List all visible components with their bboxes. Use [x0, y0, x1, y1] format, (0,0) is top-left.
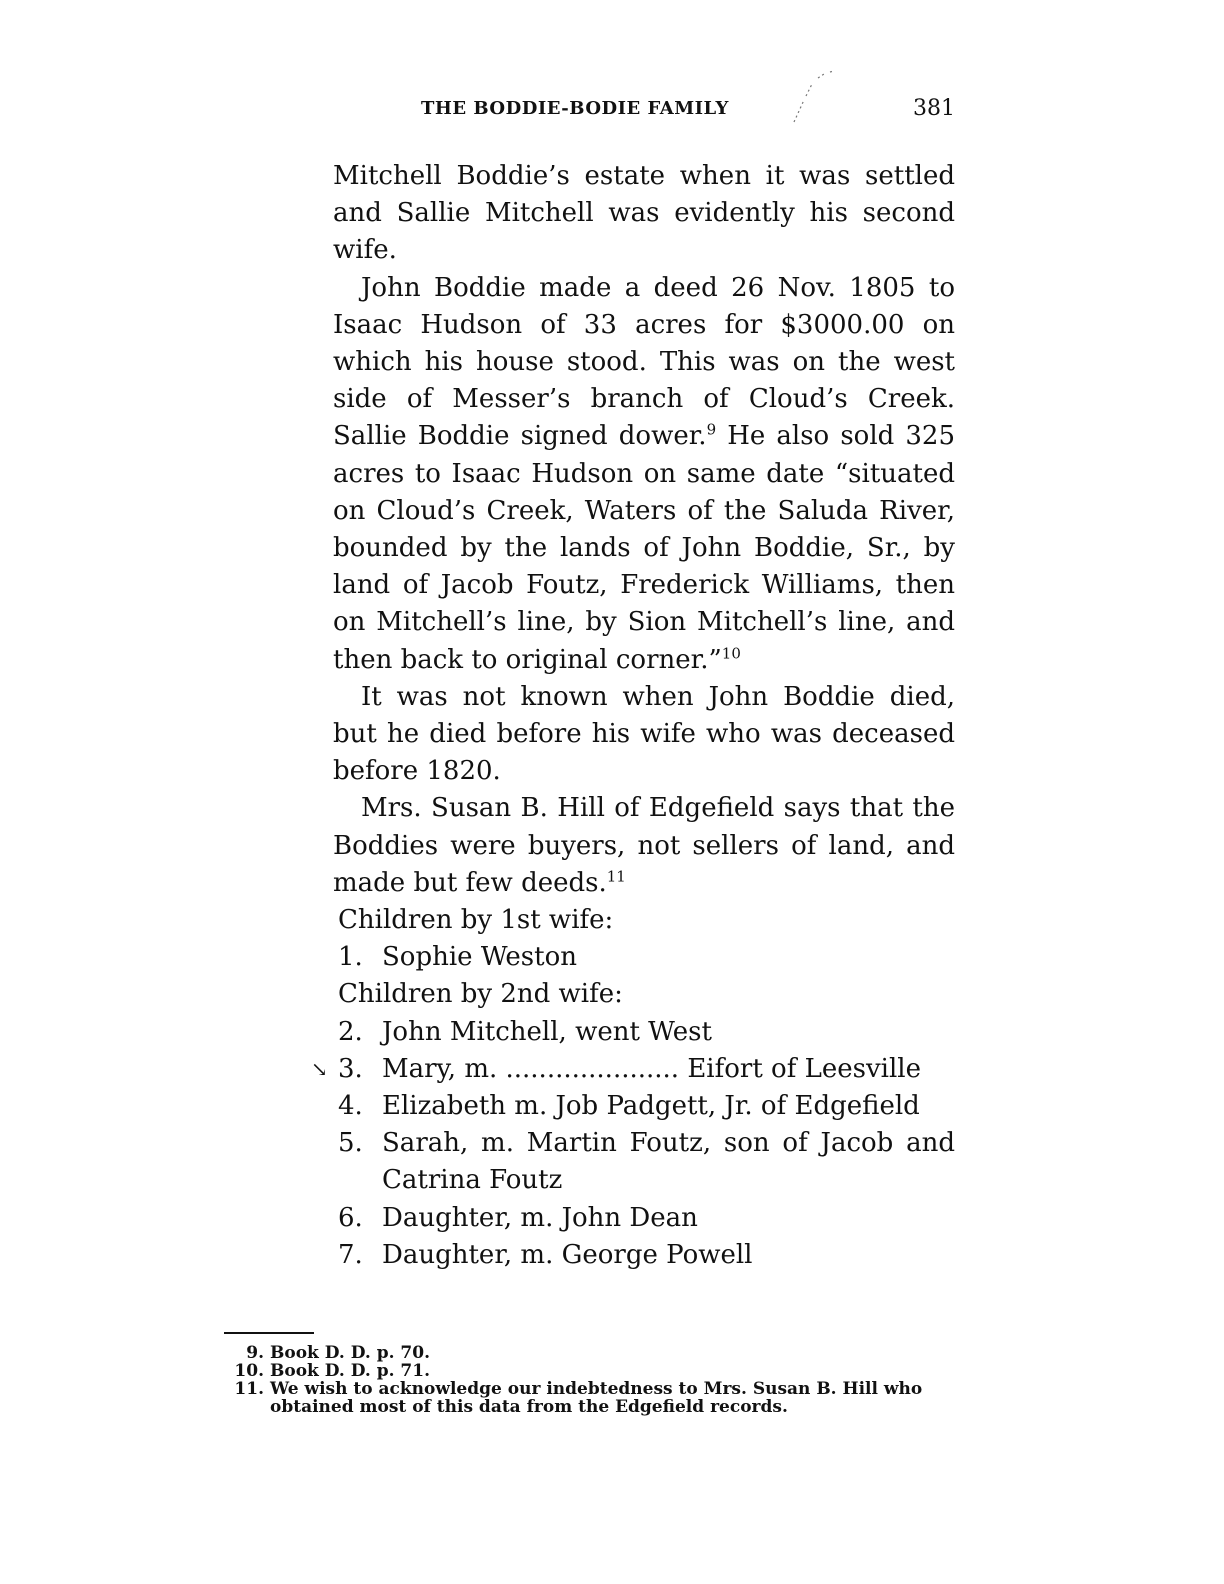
footnote-ref[interactable]: 10 — [721, 643, 741, 662]
pencil-tick-icon: ↘ — [311, 1056, 328, 1081]
item-text: Sarah, m. Martin Foutz, son of Jacob and Catrina Foutz — [382, 1128, 955, 1196]
footnotes — [224, 1344, 964, 1416]
item-text: Elizabeth m. Job Padgett, Jr. of Edgefield — [382, 1091, 920, 1122]
paragraph-text: Mrs. Susan B. Hill of Edgefield says that the Boddies were buyers, not sellers of land, and made but few deeds. — [333, 793, 955, 898]
children-first-list — [333, 939, 955, 976]
footnote — [224, 1362, 964, 1380]
page-number: 381 — [913, 96, 955, 121]
footnote-divider — [224, 1332, 314, 1334]
footnote — [224, 1380, 964, 1416]
paragraph — [333, 679, 955, 791]
item-text: Daughter, m. George Powell — [382, 1239, 753, 1270]
footnote-text: Book D. D. p. 70. — [270, 1343, 430, 1363]
item-text: Mary, m. ..................... Eifort of Leesville — [382, 1053, 921, 1084]
children-second-list — [311, 1014, 955, 1274]
paragraph-text: It was not known when John Boddie died, but he died before his wife who was deceased before 1820. — [333, 681, 955, 787]
item-number: 4. — [338, 1091, 363, 1122]
item-text: Daughter, m. John Dean — [382, 1202, 698, 1233]
running-head — [333, 96, 955, 126]
footnote-text: Book D. D. p. 71. — [270, 1361, 430, 1381]
body-text — [311, 158, 956, 1274]
paragraph — [333, 270, 955, 679]
item-number: 7. — [338, 1239, 363, 1270]
children-first-label: Children by 1st wife: — [338, 905, 614, 936]
list-item — [311, 1051, 955, 1088]
list-item — [333, 1200, 955, 1237]
footnote-text: We wish to acknowledge our indebtedness to Mrs. Susan B. Hill who obtained most of this data from the Edgefield records. — [270, 1379, 923, 1417]
footnote-ref[interactable]: 9 — [706, 420, 717, 439]
footnote-number: 10. — [234, 1361, 264, 1381]
footnote-number: 9. — [246, 1343, 264, 1363]
item-text: John Mitchell, went West — [382, 1016, 712, 1047]
paragraph — [333, 790, 955, 902]
footnote — [224, 1344, 964, 1362]
paragraph — [333, 158, 955, 270]
list-item — [333, 1237, 955, 1274]
footnote-number: 11. — [234, 1379, 264, 1399]
paragraph-text: He also sold 325 acres to Isaac Hudson on same date “situated on Cloud’s Creek, Waters of the Saluda River, bounded by the lands of John Boddie, Sr., by land of Jacob Foutz, Frederick Williams, then on Mitchell’s line, by Sion Mitchell’s line, and then back to original corner.” — [333, 421, 956, 675]
pencil-mark-icon — [790, 70, 840, 126]
item-text: Sophie Weston — [382, 942, 577, 973]
item-number: 6. — [338, 1202, 363, 1233]
list-item — [333, 1014, 955, 1051]
item-number: 5. — [338, 1128, 363, 1159]
list-item — [333, 1125, 955, 1199]
running-title: THE BODDIE-BODIE FAMILY — [421, 98, 729, 119]
list-item — [333, 939, 955, 976]
children-second-label: Children by 2nd wife: — [338, 979, 623, 1010]
list-item — [333, 1088, 955, 1125]
item-number: 3. — [338, 1053, 363, 1084]
item-number: 1. — [338, 942, 363, 973]
footnote-ref[interactable]: 11 — [606, 867, 626, 886]
paragraph-text: John Boddie made a deed 26 Nov. 1805 to Isaac Hudson of 33 acres for $3000.00 on which his house stood. This was on the west side of Messer’s branch of Cloud’s Creek. Sallie Boddie signed dower. — [333, 272, 955, 452]
paragraph-text: Mitchell Boddie’s estate when it was settled and Sallie Mitchell was evidently his second wife. — [333, 161, 955, 266]
item-number: 2. — [338, 1016, 363, 1047]
